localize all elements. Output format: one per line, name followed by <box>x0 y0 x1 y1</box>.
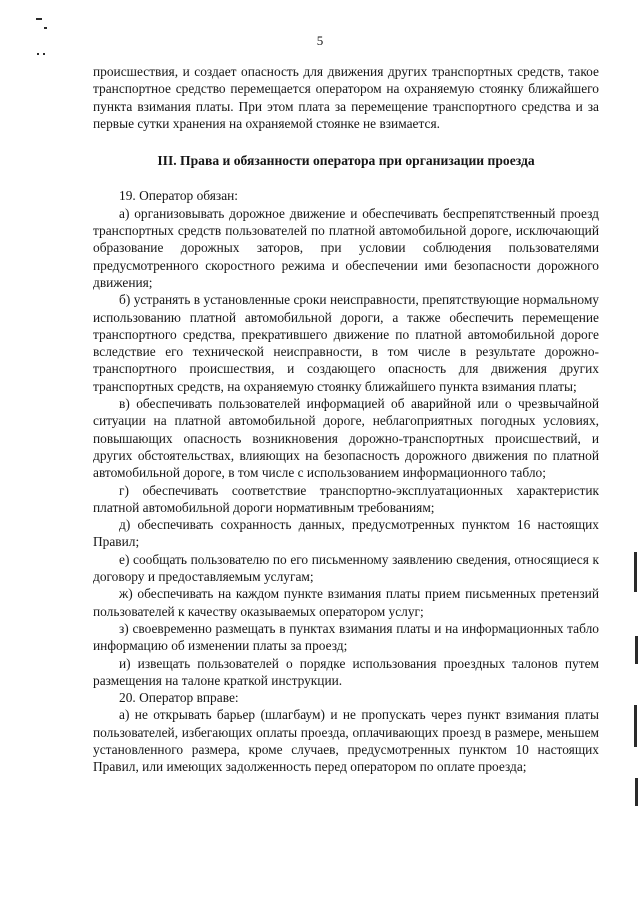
clause-19-item-i: и) извещать пользователей о порядке использования проездных талонов путем размещения на талоне краткой инструкции. <box>93 655 599 688</box>
clause-19-item-g: г) обеспечивать соответствие транспортно-эксплуатационных характеристик платной автомобильной дороги нормативным требованиям; <box>93 482 599 515</box>
clause-20-item-a: а) не открывать барьер (шлагбаум) и не пропускать через пункт взимания платы пользователей, избегающих оплаты проезда, оплачивающих проезд в размере, меньшем установленного размера, кроме случаев, предусмотренных пунктом 10 настоящих Правил, или имеющих задолженность перед оператором по оплате проезда; <box>93 707 599 775</box>
clause-19-item-z: з) своевременно размещать в пунктах взимания платы и на информационных табло информацию об изменении платы за проезд; <box>93 620 599 654</box>
scan-edge-mark <box>634 705 637 747</box>
document-body <box>93 63 599 776</box>
continuation-paragraph: происшествия, и создает опасность для движения других транспортных средств, такое транспортное средство перемещается оператором на охраняемую стоянку ближайшего пункта взимания платы. При этом плата за перемещение транспортного средства и за первые сутки хранения на охраняемой стоянке не взимается. <box>93 64 599 131</box>
clause-19-item-b: б) устранять в установленные сроки неисправности, препятствующие нормальному использованию платной автомобильной дороги, а также обеспечить перемещение транспортного средства, прекратившего движение по платной автомобильной дороге вследствие его технической неисправности, в том числе в результате дорожно-транспортного происшествия, и создающего опасность для движения других транспортных средств, на охраняемую стоянку ближайшего пункта взимания платы; <box>93 292 599 394</box>
scan-artifact-mark <box>43 53 45 55</box>
clause-19-item-v: в) обеспечивать пользователей информацией об аварийной или о чрезвычайной ситуации на платной автомобильной дороге, неблагоприятных погодных условиях, повышающих опасность возникновения дорожно-транспортных происшествий, и других обстоятельствах, влияющих на безопасность дорожного движения по платной автомобильной дороге, в том числе с использованием информационного табло; <box>93 396 599 481</box>
page-number: 5 <box>316 33 324 48</box>
clause-19-item-d: д) обеспечивать сохранность данных, предусмотренных пунктом 16 настоящих Правил; <box>93 517 599 550</box>
scan-edge-mark <box>634 552 637 592</box>
clause-19-item-e: е) сообщать пользователю по его письменному заявлению сведения, относящиеся к договору и предоставляемым услугам; <box>93 551 599 585</box>
clause-19-item-zh: ж) обеспечивать на каждом пункте взимания платы прием письменных претензий пользователей к качеству оказываемых оператором услуг; <box>93 586 599 619</box>
scan-artifact-mark <box>37 53 39 55</box>
clause-20-intro: 20. Оператор вправе: <box>119 690 239 706</box>
clause-19-item-a: а) организовывать дорожное движение и обеспечивать беспрепятственный проезд транспортных средств пользователей по платной автомобильной дороге, исключающий образование дорожных заторов, при условии соблюдения пользователями предусмотренного скоростного режима и обеспечении ими безопасности дорожного движения; <box>93 205 599 290</box>
scan-artifact-mark <box>44 27 47 29</box>
section-heading: III. Права и обязанности оператора при организации проезда <box>157 153 535 169</box>
scan-artifact-mark <box>36 18 42 20</box>
scan-edge-mark <box>635 778 638 806</box>
clause-19-intro: 19. Оператор обязан: <box>119 188 239 204</box>
scan-edge-mark <box>635 636 638 664</box>
